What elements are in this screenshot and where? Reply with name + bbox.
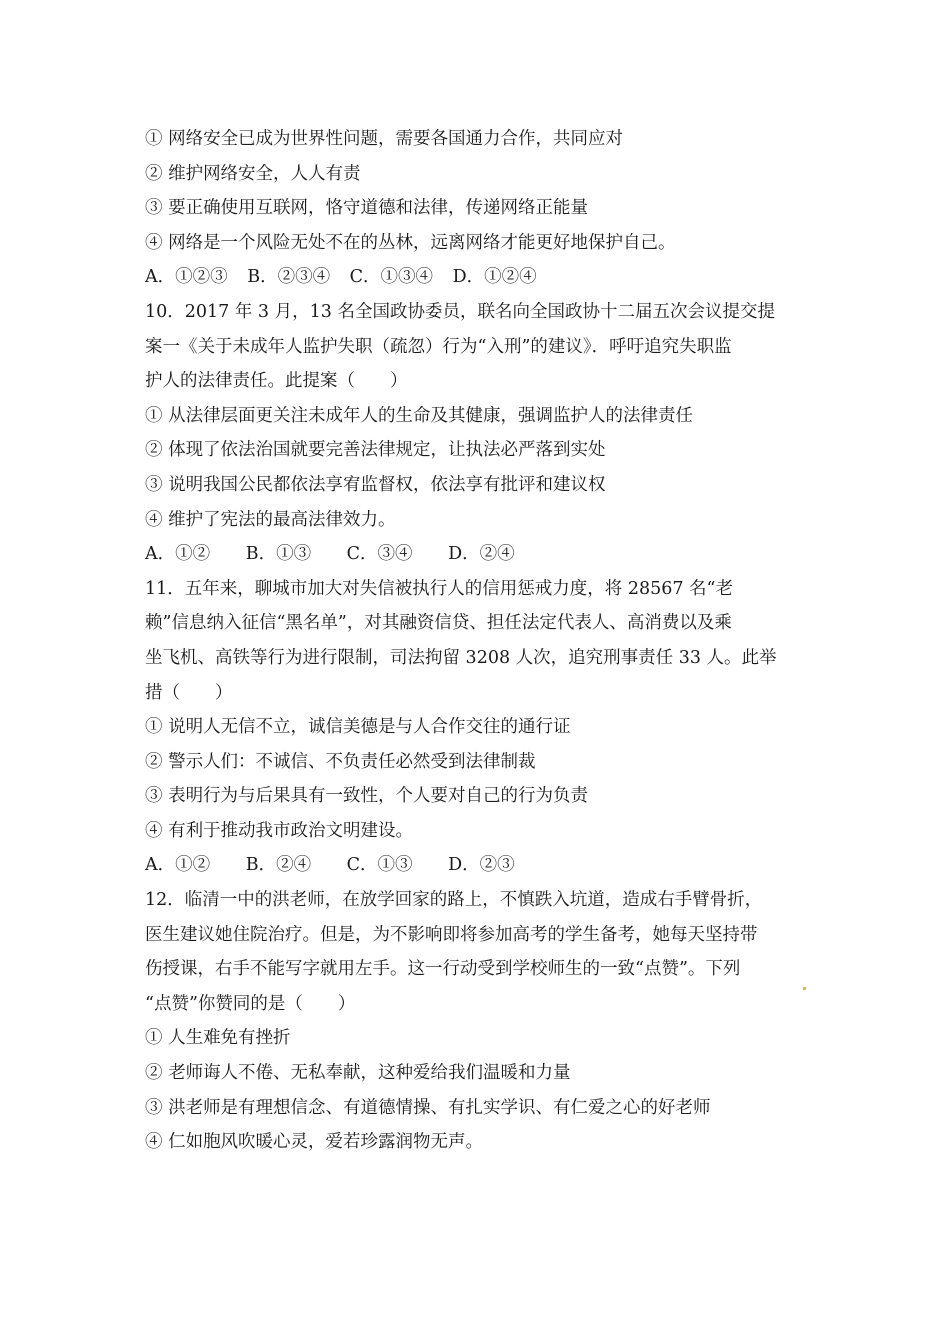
q12-item-4: ④ 仁如胞风吹暖心灵，爱若珍露润物无声。 bbox=[145, 1132, 484, 1153]
q12-stem-line-3: 伤授课，右手不能写字就用左手。这一行动受到学校师生的一致“点赞”。下列 bbox=[145, 959, 741, 980]
q10-option-a: A．①② bbox=[145, 544, 211, 565]
q10-item-3: ③ 说明我国公民都依法享宥监督权，依法享有批评和建议权 bbox=[145, 474, 606, 495]
q12-item-3: ③ 洪老师是有理想信念、有道德情操、有扎实学识、有仁爱之心的好老师 bbox=[145, 1097, 711, 1118]
question-11 bbox=[145, 572, 825, 883]
q9-item-1: ① 网络安全已成为世界性问题，需要各国通力合作，共同应对 bbox=[145, 129, 624, 149]
q11-stem-line-1: 11．五年来，聊城市加大对失信被执行人的信用惩戒力度，将 28567 名“老 bbox=[145, 578, 734, 599]
q11-option-d: D．②③ bbox=[448, 855, 515, 876]
q10-option-b: B．①③ bbox=[245, 544, 312, 565]
q11-item-4: ④ 有利于推动我市政治文明建设。 bbox=[145, 820, 414, 841]
q11-item-2: ② 警示人们：不诚信、不负责任必然受到法律制裁 bbox=[145, 751, 536, 772]
exam-page bbox=[145, 122, 825, 1160]
q10-item-2: ② 体现了依法治国就要完善法律规定，让执法必严落到实处 bbox=[145, 440, 606, 461]
q9-option-c: C．①③④ bbox=[349, 267, 434, 288]
q9-options bbox=[145, 260, 825, 295]
q10-option-d: D．②④ bbox=[448, 544, 515, 565]
q9-item-3: ③ 要正确使用互联网，恪守道德和法律，传递网络正能量 bbox=[145, 198, 589, 219]
q12-stem-line-1: 12．临清一中的洪老师，在放学回家的路上，不慎跌入坑道，造成右手臂骨折， bbox=[145, 890, 763, 911]
q12-item-2: ② 老师诲人不倦、无私奉献，这种爱给我们温暖和力量 bbox=[145, 1063, 571, 1084]
q11-item-3: ③ 表明行为与后果具有一致性，个人要对自己的行为负责 bbox=[145, 786, 589, 807]
q11-options bbox=[145, 848, 825, 883]
question-10 bbox=[145, 295, 825, 572]
q9-item-4: ④ 网络是一个风险无处不在的丛林，远离网络才能更好地保护自己。 bbox=[145, 232, 676, 253]
stray-dot-mark bbox=[803, 987, 806, 990]
q10-item-4: ④ 维护了宪法的最高法律效力。 bbox=[145, 509, 396, 530]
question-12 bbox=[145, 883, 825, 1160]
q11-stem-line-2: 赖”信息纳入征信“黑名单”，对其融资信贷、担任法定代表人、高消费以及乘 bbox=[145, 613, 732, 634]
q10-stem-line-1: 10．2017 年 3 月，13 名全国政协委员，联名向全国政协十二届五次会议提交提 bbox=[145, 301, 775, 322]
q10-item-1: ① 从法律层面更关注未成年人的生命及其健康，强调监护人的法律责任 bbox=[145, 405, 694, 426]
q9-option-a: A．①②③ bbox=[145, 267, 228, 288]
q11-option-b: B．②④ bbox=[245, 855, 312, 876]
q12-stem-line-2: 医生建议她住院治疗。但是，为不影响即将参加高考的学生备考，她每天坚持带 bbox=[145, 924, 758, 945]
q11-stem-line-3: 坐飞机、高铁等行为进行限制，司法拘留 3208 人次，追究刑事责任 33 人。此举 bbox=[145, 647, 777, 668]
q12-stem-line-4: “点赞”你赞同的是（ ） bbox=[145, 993, 356, 1014]
q11-stem-line-4: 措（ ） bbox=[145, 682, 233, 703]
q11-option-c: C．①③ bbox=[346, 855, 413, 876]
q12-item-1: ① 人生难免有挫折 bbox=[145, 1028, 291, 1049]
q9-item-2: ② 维护网络安全，人人有责 bbox=[145, 163, 361, 184]
q10-options bbox=[145, 537, 825, 572]
q11-option-a: A．①② bbox=[145, 855, 211, 876]
q9-option-d: D．①②④ bbox=[452, 267, 537, 288]
q10-option-c: C．③④ bbox=[346, 544, 413, 565]
q10-stem-line-3: 护人的法律责任。此提案（ ） bbox=[145, 371, 408, 392]
question-9 bbox=[145, 122, 825, 295]
q10-stem-line-2: 案一《关于未成年人监护失职（疏忽）行为“入刑”的建议》．呼吁追究失职监 bbox=[145, 336, 732, 357]
q11-item-1: ① 说明人无信不立，诚信美德是与人合作交往的通行证 bbox=[145, 717, 571, 738]
q9-option-b: B．②③④ bbox=[247, 267, 331, 288]
